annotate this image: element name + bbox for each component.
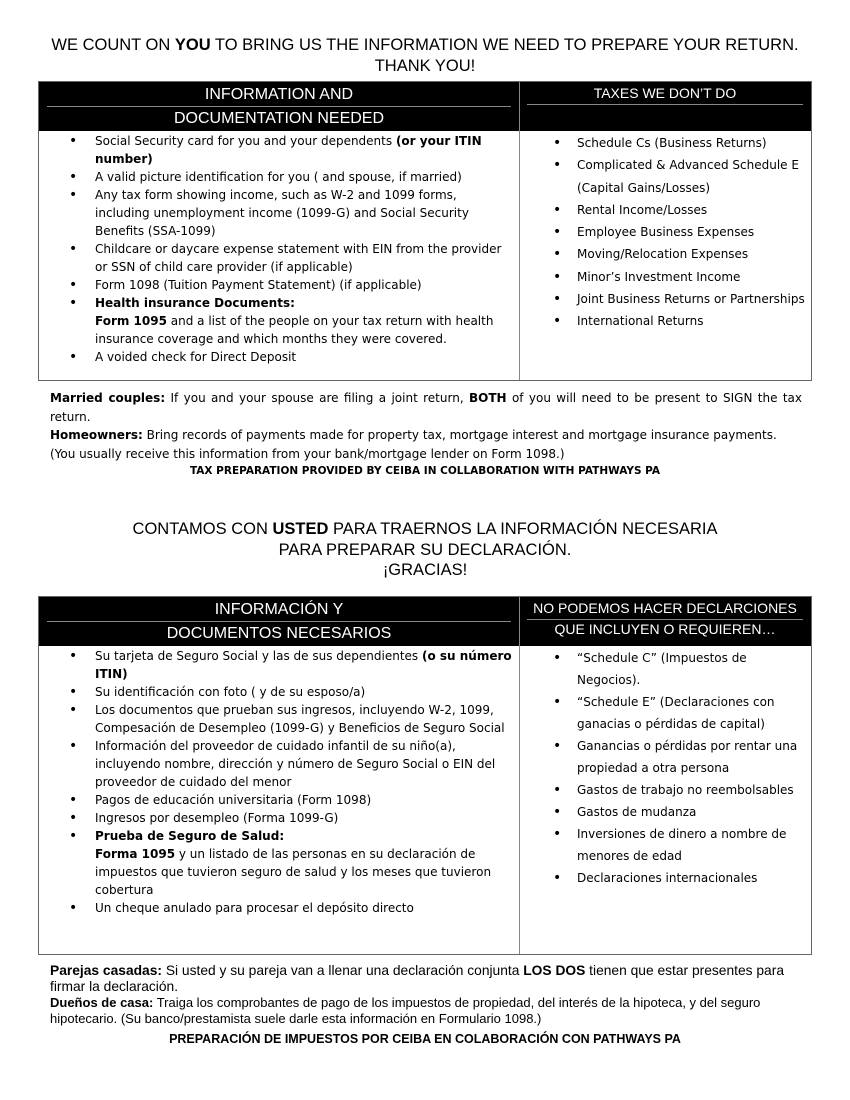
documents-needed-list: [39, 132, 515, 366]
list-item: • Moving/Relocation Expenses: [521, 243, 811, 265]
list-item: • Prueba de Seguro de Salud: Forma 1095 y un listado de las personas en su declaración de impuestos que tuvieron seguro de salud y los meses que tuvieron cobertura: [39, 827, 515, 899]
list-item: • Los documentos que prueban sus ingresos, incluyendo W-2, 1099, Compesación de Desempleo (1099-G) y Beneficios de Seguro Social: [39, 701, 515, 737]
list-item: • Su identificación con foto ( y de su esposo/a): [39, 683, 515, 701]
list-item: • A valid picture identification for you ( and spouse, if married): [39, 168, 515, 186]
left-header-line1: INFORMATION AND: [204, 86, 354, 103]
list-item: • Health insurance Documents: Form 1095 and a list of the people on your tax return with health insurance coverage and which months they were covered.: [39, 294, 515, 348]
declaraciones-no-list: [521, 647, 811, 889]
taxes-not-done-list: [521, 132, 811, 333]
right-header-line1: TAXES WE DON’T DO: [593, 85, 737, 101]
list-item: • Gastos de trabajo no reembolsables: [521, 779, 811, 801]
list-item: • Minor’s Investment Income: [521, 266, 811, 288]
list-item: • Ingresos por desempleo (Forma 1099-G): [39, 809, 515, 827]
spanish-info-table: [38, 596, 812, 955]
list-item: • Complicated & Advanced Schedule E (Capital Gains/Losses): [521, 154, 811, 199]
list-item: • Gastos de mudanza: [521, 801, 811, 823]
spanish-footer: PREPARACIÓN DE IMPUESTOS POR CEIBA EN COLABORACIÓN CON PATHWAYS PA: [169, 1032, 681, 1046]
parejas-casadas-note: Parejas casadas: Si usted y su pareja van a llenar una declaración conjunta LOS DOS tienen que estar presentes para firmar la declaración.: [50, 963, 784, 994]
left-column-header: [39, 82, 519, 131]
list-item: • Pagos de educación universitaria (Form 1098): [39, 791, 515, 809]
list-item: • Un cheque anulado para procesar el depósito directo: [39, 899, 515, 917]
left-column-header: INFORMACIÓN Y DOCUMENTOS NECESARIOS: [39, 597, 519, 646]
english-title: [0, 35, 850, 77]
right-column-header: NO PODEMOS HACER DECLARCIONES QUE INCLUYEN O REQUIEREN…: [519, 597, 811, 646]
list-item: • Inversiones de dinero a nombre de menores de edad: [521, 823, 811, 867]
list-item: • Schedule Cs (Business Returns): [521, 132, 811, 154]
title-thanks: ¡GRACIAS!: [382, 561, 468, 579]
list-item: • International Returns: [521, 310, 811, 332]
title-thanks: THANK YOU!: [374, 57, 476, 75]
english-notes: [50, 389, 802, 463]
spanish-title: CONTAMOS CON USTED PARA TRAERNOS LA INFORMACIÓN NECESARIA PARA PREPARAR SU DECLARACIÓN. ¡GRACIAS!: [132, 520, 718, 579]
list-item: • Childcare or daycare expense statement with EIN from the provider or SSN of child care provider (if applicable): [39, 240, 515, 276]
spanish-notes: [50, 963, 802, 1027]
duenos-de-casa-note: Dueños de casa: Traiga los comprobantes de pago de los impuestos de propiedad, del interés de la hipoteca, y del seguro hipotecario. (Su banco/prestamista suele darle esta información en Formulario 1098.): [50, 995, 761, 1026]
left-header-line2: DOCUMENTATION NEEDED: [173, 110, 385, 127]
title-text: WE COUNT ON: [51, 36, 175, 54]
list-item: • Social Security card for you and your dependents (or your ITIN number): [39, 132, 515, 168]
title-emphasis: YOU: [174, 36, 211, 54]
documentos-necesarios-list: [39, 647, 515, 917]
list-item: • A voided check for Direct Deposit: [39, 348, 515, 366]
list-item: • Joint Business Returns or Partnerships: [521, 288, 811, 310]
list-item: • Información del proveedor de cuidado infantil de su niño(a), incluyendo nombre, dirección y número de Seguro Social o EIN del proveedor de cuidado del menor: [39, 737, 515, 791]
married-couples-note: Married couples: If you and your spouse are filing a joint return, BOTH of you will need to be present to SIGN the tax return.: [50, 391, 803, 424]
list-item: • Declaraciones internacionales: [521, 867, 811, 889]
list-item: • “Schedule E” (Declaraciones con ganacias o pérdidas de capital): [521, 691, 811, 735]
right-column-header: [519, 82, 811, 131]
title-text-end: TO BRING US THE INFORMATION WE NEED TO PREPARE YOUR RETURN.: [210, 36, 799, 54]
list-item: • Employee Business Expenses: [521, 221, 811, 243]
list-item: • “Schedule C” (Impuestos de Negocios).: [521, 647, 811, 691]
list-item: • Any tax form showing income, such as W-2 and 1099 forms, including unemployment income (1099-G) and Social Security Benefits (SSA-1099): [39, 186, 515, 240]
list-item: • Su tarjeta de Seguro Social y las de sus dependientes (o su número ITIN): [39, 647, 515, 683]
list-item: • Form 1098 (Tuition Payment Statement) (if applicable): [39, 276, 515, 294]
list-item: • Ganancias o pérdidas por rentar una propiedad a otra persona: [521, 735, 811, 779]
english-footer: TAX PREPARATION PROVIDED BY CEIBA IN COLLABORATION WITH PATHWAYS PA: [189, 465, 661, 477]
homeowners-note: Homeowners: Bring records of payments made for property tax, mortgage interest and mortgage insurance payments. (You usually receive this information from your bank/mortgage lender on Form 1098.): [50, 428, 777, 461]
english-info-table: [38, 81, 812, 381]
list-item: • Rental Income/Losses: [521, 199, 811, 221]
